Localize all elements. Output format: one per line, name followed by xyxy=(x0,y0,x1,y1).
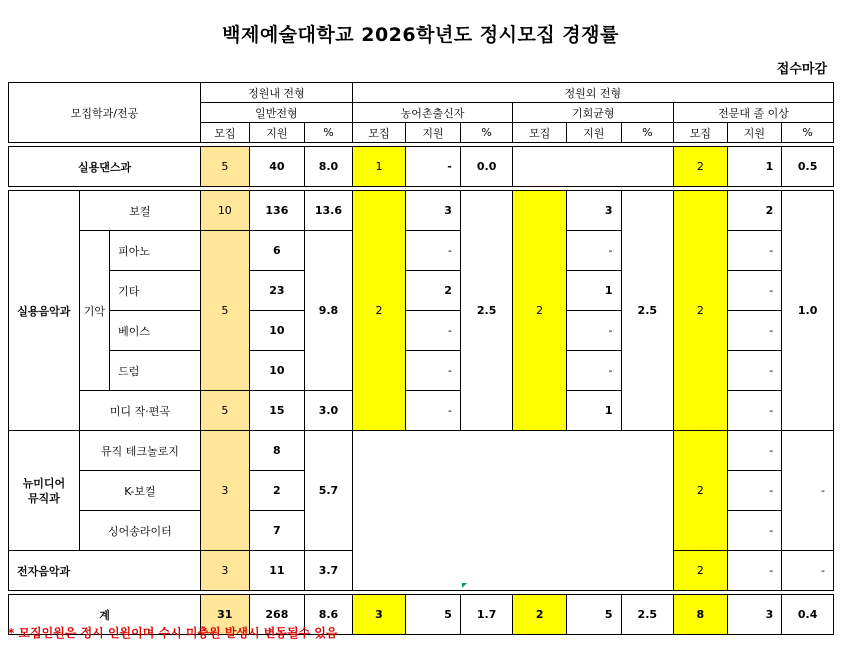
header-general: 일반전형 xyxy=(201,103,353,123)
dept-name xyxy=(9,431,80,551)
header-pct: % xyxy=(621,123,674,143)
college-apply: 2 xyxy=(727,191,782,231)
header-pct: % xyxy=(305,123,353,143)
header-within: 정원내 전형 xyxy=(201,83,353,103)
total-label: 계 xyxy=(9,595,201,635)
general-apply: 10 xyxy=(249,351,305,391)
college-apply: 3 xyxy=(727,595,782,635)
college-apply: - xyxy=(727,511,782,551)
equal-apply: - xyxy=(566,311,621,351)
college-recruit: 2 xyxy=(674,551,728,591)
equal-recruit: 2 xyxy=(513,191,567,431)
general-recruit: 5 xyxy=(201,231,250,391)
general-apply: 2 xyxy=(249,471,305,511)
status-label: 접수마감 xyxy=(776,62,827,77)
table-row xyxy=(9,431,834,471)
major-name: 피아노 xyxy=(110,231,201,271)
college-apply: - xyxy=(727,231,782,271)
rural-pct: 1.7 xyxy=(460,595,513,635)
general-pct: 8.6 xyxy=(305,595,353,635)
header-row-1 xyxy=(9,83,834,103)
rural-recruit: 3 xyxy=(352,595,406,635)
rural-apply: - xyxy=(406,351,461,391)
equal-recruit: 2 xyxy=(513,595,567,635)
header-pct: % xyxy=(460,123,513,143)
footnote: * 모집인원은 정시 인원이며 수시 미충원 발생시 변동될수 있음 xyxy=(8,626,338,640)
general-pct: 5.7 xyxy=(305,431,353,551)
college-pct: 0.4 xyxy=(782,595,834,635)
equal-apply: 3 xyxy=(566,191,621,231)
major-name: 뮤직 테크놀로지 xyxy=(79,431,200,471)
college-apply: - xyxy=(727,431,782,471)
college-apply: - xyxy=(727,391,782,431)
college-apply: - xyxy=(727,311,782,351)
general-pct: 3.7 xyxy=(305,551,353,591)
dept-name: 실용댄스과 xyxy=(9,147,201,187)
college-apply: 1 xyxy=(727,147,782,187)
rural-pct: 2.5 xyxy=(460,191,513,431)
rural-apply: - xyxy=(406,231,461,271)
equal-apply: - xyxy=(566,231,621,271)
major-name: 보컬 xyxy=(79,191,200,231)
equal-pct: 2.5 xyxy=(621,191,674,431)
general-apply: 268 xyxy=(249,595,305,635)
equal-apply: 1 xyxy=(566,271,621,311)
equal-empty xyxy=(513,147,674,187)
rural-apply: 3 xyxy=(406,191,461,231)
general-pct: 3.0 xyxy=(305,391,353,431)
comment-marker-icon xyxy=(462,583,467,588)
college-recruit: 2 xyxy=(674,147,728,187)
general-pct: 9.8 xyxy=(305,231,353,391)
general-apply: 23 xyxy=(249,271,305,311)
equal-pct: 2.5 xyxy=(621,595,674,635)
college-apply: - xyxy=(727,551,782,591)
header-apply: 지원 xyxy=(727,123,782,143)
rural-apply: - xyxy=(406,311,461,351)
dept-name-line2: 뮤직과 xyxy=(27,491,60,505)
dept-name: 전자음악과 xyxy=(9,551,201,591)
rural-apply: - xyxy=(406,147,461,187)
general-recruit: 5 xyxy=(201,391,250,431)
header-recruit: 모집 xyxy=(352,123,406,143)
dept-name: 실용음악과 xyxy=(9,191,80,431)
header-rural: 농어촌출신자 xyxy=(352,103,513,123)
major-name: 미디 작·편곡 xyxy=(79,391,200,431)
header-equal: 기회균형 xyxy=(513,103,674,123)
general-apply: 10 xyxy=(249,311,305,351)
general-recruit: 3 xyxy=(201,551,250,591)
college-recruit: 2 xyxy=(674,431,728,551)
college-apply: - xyxy=(727,271,782,311)
header-apply: 지원 xyxy=(406,123,461,143)
header-recruit: 모집 xyxy=(674,123,728,143)
college-apply: - xyxy=(727,351,782,391)
header-outside: 정원외 전형 xyxy=(352,83,833,103)
header-apply: 지원 xyxy=(249,123,305,143)
general-pct: 13.6 xyxy=(305,191,353,231)
header-college: 전문대 졸 이상 xyxy=(674,103,834,123)
college-recruit: 2 xyxy=(674,191,728,431)
general-apply: 8 xyxy=(249,431,305,471)
college-pct: - xyxy=(782,551,834,591)
header-dept: 모집학과/전공 xyxy=(9,83,201,143)
dept-name-line1: 뉴미디어 xyxy=(22,476,66,490)
college-pct: 1.0 xyxy=(782,191,834,431)
table-row xyxy=(9,191,834,231)
general-apply: 40 xyxy=(249,147,305,187)
rural-apply: 5 xyxy=(406,595,461,635)
general-recruit: 3 xyxy=(201,431,250,551)
major-name: 기타 xyxy=(110,271,201,311)
rural-apply: 2 xyxy=(406,271,461,311)
general-apply: 136 xyxy=(249,191,305,231)
general-apply: 6 xyxy=(249,231,305,271)
page-title: 백제예술대학교 2026학년도 정시모집 경쟁률 xyxy=(222,24,619,46)
header-pct: % xyxy=(782,123,834,143)
rural-recruit: 1 xyxy=(352,147,406,187)
major-name: 드럼 xyxy=(110,351,201,391)
general-apply: 15 xyxy=(249,391,305,431)
competition-table xyxy=(8,82,834,635)
table-row xyxy=(9,147,834,187)
major-name: 베이스 xyxy=(110,311,201,351)
outside-empty xyxy=(352,431,673,591)
general-recruit: 31 xyxy=(201,595,250,635)
equal-apply: 5 xyxy=(566,595,621,635)
major-name: 싱어송라이터 xyxy=(79,511,200,551)
college-recruit: 8 xyxy=(674,595,728,635)
major-name: K-보컬 xyxy=(79,471,200,511)
general-pct: 8.0 xyxy=(305,147,353,187)
general-apply: 11 xyxy=(249,551,305,591)
equal-apply: - xyxy=(566,351,621,391)
rural-pct: 0.0 xyxy=(460,147,513,187)
header-apply: 지원 xyxy=(566,123,621,143)
instrument-label: 기악 xyxy=(79,231,109,391)
college-pct: - xyxy=(782,431,834,551)
college-pct: 0.5 xyxy=(782,147,834,187)
rural-apply: - xyxy=(406,391,461,431)
equal-apply: 1 xyxy=(566,391,621,431)
header-recruit: 모집 xyxy=(201,123,250,143)
general-recruit: 5 xyxy=(201,147,250,187)
general-apply: 7 xyxy=(249,511,305,551)
general-recruit: 10 xyxy=(201,191,250,231)
rural-recruit: 2 xyxy=(352,191,406,431)
college-apply: - xyxy=(727,471,782,511)
header-recruit: 모집 xyxy=(513,123,567,143)
